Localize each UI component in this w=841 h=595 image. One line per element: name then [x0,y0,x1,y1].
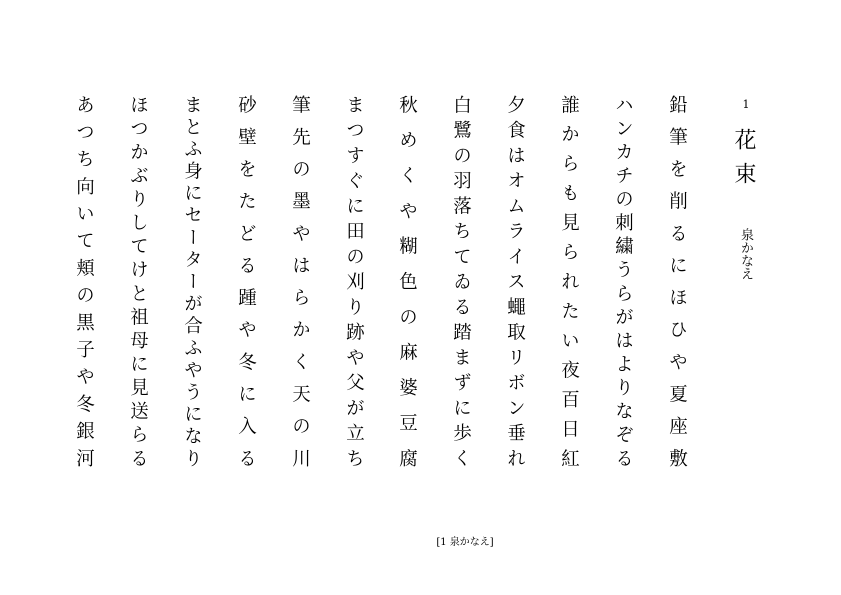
author: 泉かなえ [738,228,753,280]
poem-line-9: 砂壁をたどる踵や冬に入る [235,95,257,481]
poem-line-1: 鉛筆を削るにほひや夏座敷 [666,95,688,481]
poem-line-12: あつち向いて頬の黒子や冬銀河 [73,95,95,476]
title: 花束 [731,128,756,196]
poem-line-2: ハンカチの刺繍うらがはよりなぞる [612,95,634,473]
poem-line-4: 夕食はオムライス蠅取リボン垂れ [504,95,526,474]
poem-line-7: まつすぐに田の刈り跡や父が立ち [343,95,365,474]
poem-line-5: 白鷺の羽落ちてゐる踏まずに歩く [450,95,472,474]
poem-line-11: ほつかぶりしてけと祖母に見送らる [127,95,149,473]
page-footer: [1 泉かなえ] [436,537,494,548]
poem-line-6: 秋めくや糊色の麻婆豆腐 [396,95,418,484]
poem-line-3: 誰からも見られたい夜百日紅 [558,95,580,478]
poem-line-10: まとふ身にセーターが合ふやうになり [181,95,203,471]
poem-line-8: 筆先の墨やはらかく天の川 [289,95,311,481]
page-number: 1 [742,98,750,111]
